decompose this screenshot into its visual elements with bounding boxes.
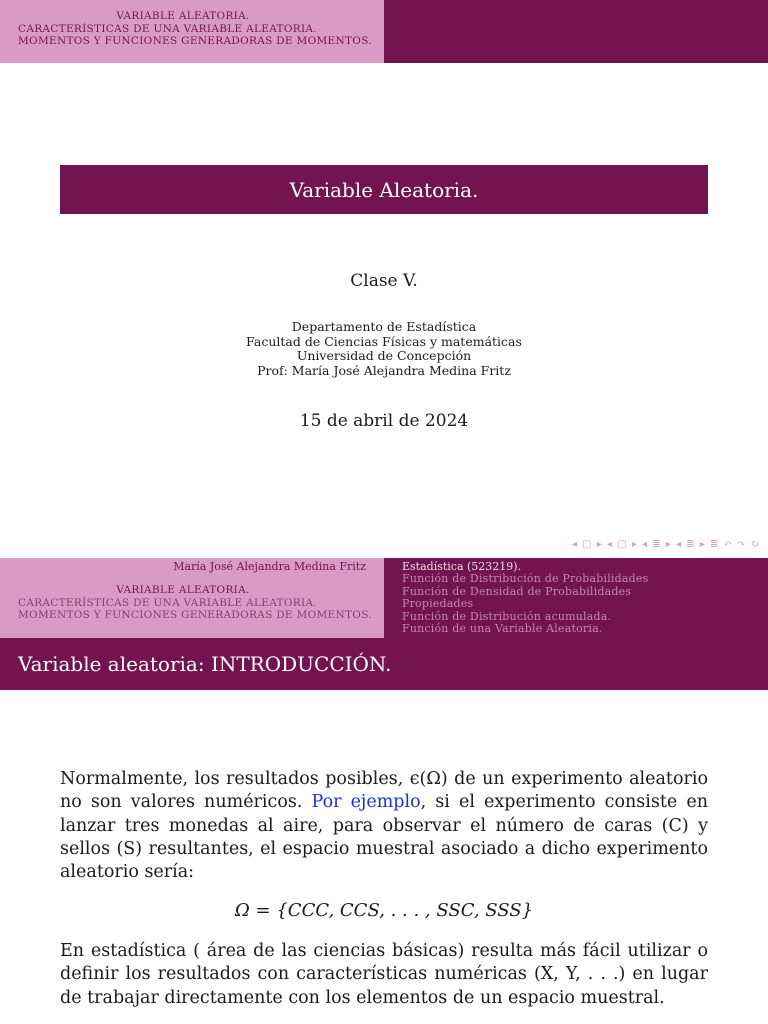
intro-paragraph (60, 768, 708, 884)
author-name: María José Alejandra Medina Fritz (173, 560, 366, 573)
beamer-navigation-symbols[interactable]: ◂ ▢ ▸ ◂ ▢ ▸ ◂ ≣ ▸ ◂ ≣ ▸ ≣ ↶ ↷ ↻ (571, 539, 760, 550)
institute-line: Facultad de Ciencias Físicas y matemáticas (246, 333, 522, 349)
slide2-header-sections (384, 558, 768, 638)
nav-section-momentos[interactable]: MOMENTOS Y FUNCIONES GENERADORAS DE MOMENTOS. (18, 609, 372, 621)
nav-section-caracteristicas[interactable]: CARACTERÍSTICAS DE UNA VARIABLE ALEATORIA. (18, 22, 317, 35)
slide2-header-nav (0, 558, 384, 638)
nav-subsection-densidad[interactable]: Función de Densidad de Probabilidades (402, 584, 632, 598)
nav-subsection-distribucion[interactable]: Función de Distribución de Probabilidades (402, 572, 649, 585)
nav-section-momentos[interactable]: MOMENTOS Y FUNCIONES GENERADORAS DE MOMENTOS. (18, 35, 372, 47)
institute-block (0, 320, 768, 379)
para1-text-end: , si el experimento consiste en lanzar tres monedas al aire, para observar el número de caras (C) y sellos (S) resultantes, el espacio muestral asociado a dicho experimento aleatorio sería: (60, 792, 708, 883)
frame-title-bar (0, 638, 768, 690)
example-link[interactable]: Por ejemplo (311, 792, 421, 813)
subtitle: Clase V. (350, 271, 418, 291)
slide1-header-right (384, 0, 768, 63)
sample-space-formula: Ω = {CCC, CCS, . . . , SSC, SSS} (234, 900, 534, 921)
definition-paragraph: En estadística ( área de las ciencias básicas) resulta más fácil utilizar o definir los resultados con características numéricas (X, Y, . . .) en lugar de trabajar directamente con los elementos de un espacio muestral. (60, 941, 708, 1008)
title-box (60, 165, 708, 214)
nav-section-variable-aleatoria[interactable]: VARIABLE ALEATORIA. (116, 584, 250, 596)
slide2-header (0, 558, 768, 638)
institute-line: Universidad de Concepción (296, 348, 472, 364)
presentation-title: Variable Aleatoria. (289, 177, 479, 202)
frame-title: Variable aleatoria: INTRODUCCIÓN. (18, 652, 392, 676)
nav-section-variable-aleatoria[interactable]: VARIABLE ALEATORIA. (116, 10, 250, 22)
institute-line: Departamento de Estadística (291, 319, 477, 334)
date: 15 de abril de 2024 (299, 411, 469, 431)
institute-line: Prof: María José Alejandra Medina Fritz (257, 363, 511, 379)
nav-subsection-funcion-va[interactable]: Función de una Variable Aleatoria. (402, 622, 603, 636)
slide1-header-nav (0, 0, 384, 63)
para1-text-start: Normalmente, los resultados posibles, ϵ(Ω) de un experimento aleatorio no son valores numéricos. (60, 769, 708, 813)
nav-subsection-acumulada[interactable]: Función de Distribución acumulada. (402, 609, 612, 623)
nav-section-caracteristicas[interactable]: CARACTERÍSTICAS DE UNA VARIABLE ALEATORIA. (18, 596, 317, 609)
course-name: Estadística (523219). (402, 560, 522, 573)
nav-subsection-propiedades[interactable]: Propiedades (402, 597, 474, 611)
slide1-header (0, 0, 768, 63)
